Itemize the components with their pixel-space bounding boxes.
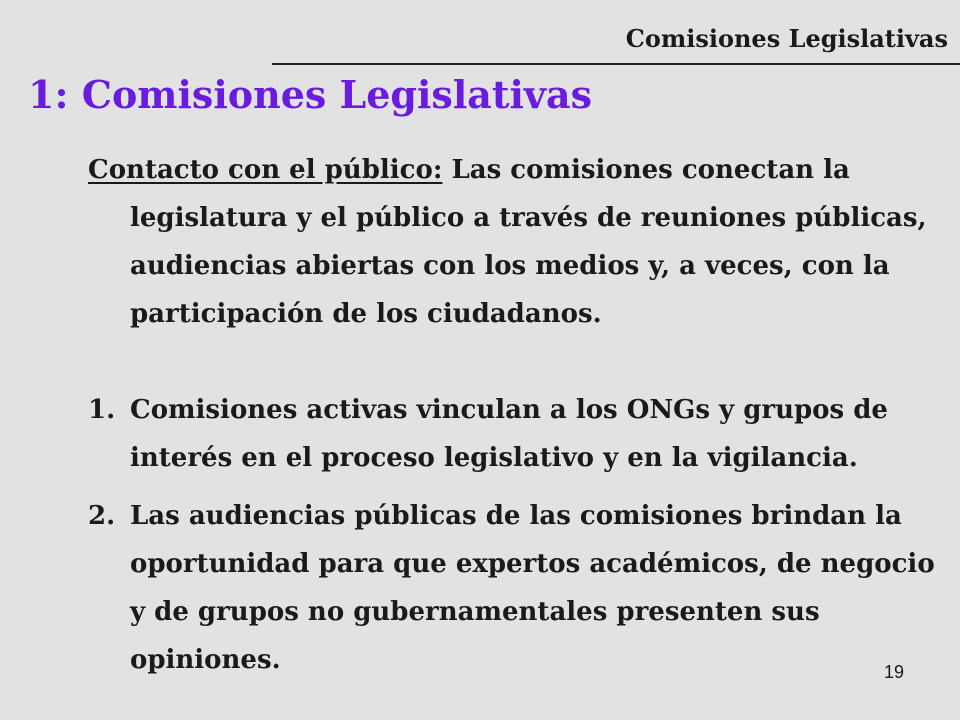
- page-number: 19: [883, 662, 904, 682]
- list-item-text: Comisiones activas vinculan a los ONGs y grupos de interés en el proceso legislativo y en la vigilancia.: [130, 395, 888, 473]
- list-item-number: 1.: [88, 395, 116, 425]
- list-item: [88, 492, 944, 684]
- slide-title: 1: Comisiones Legislativas: [28, 72, 592, 117]
- section-header-title: Comisiones Legislativas: [625, 24, 948, 53]
- list-item: [88, 386, 944, 482]
- intro-label: Contacto con el público:: [88, 155, 443, 185]
- intro-paragraph: [88, 146, 944, 338]
- header-divider: [272, 63, 960, 65]
- point-list: [88, 386, 944, 684]
- slide-body: [88, 146, 944, 694]
- list-item-text: Las audiencias públicas de las comisiones brindan la oportunidad para que expertos académicos, de negocio y de grupos no gubernamentales presenten sus opiniones.: [130, 501, 935, 675]
- list-item-number: 2.: [88, 501, 116, 531]
- intro-text: Las comisiones conectan la legislatura y el público a través de reuniones públicas, audiencias abiertas con los medios y, a veces, con la participación de los ciudadanos.: [130, 155, 927, 329]
